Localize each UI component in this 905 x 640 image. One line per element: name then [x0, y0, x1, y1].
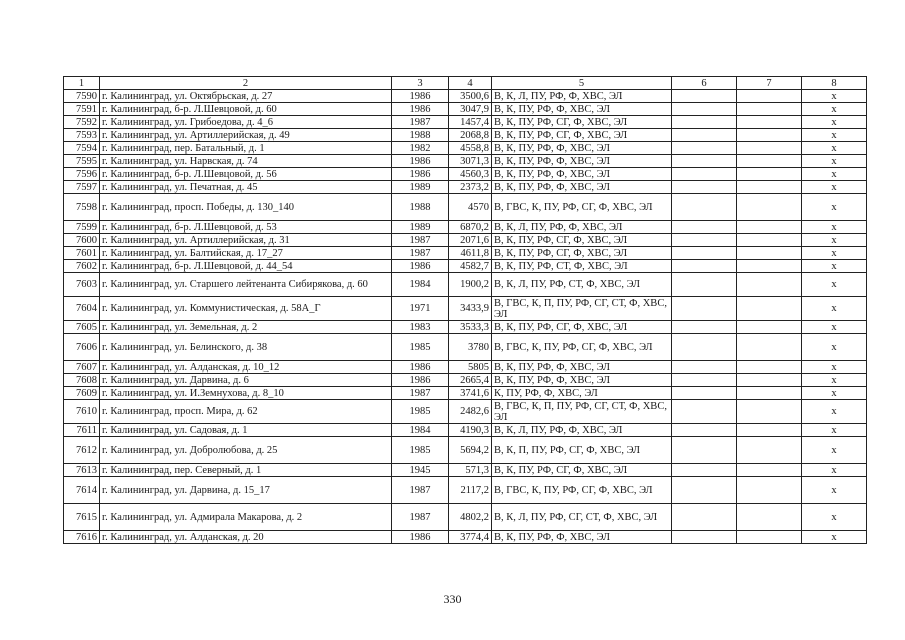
works-list: В, ГВС, К, ПУ, РФ, СГ, Ф, ХВС, ЭЛ [492, 194, 672, 221]
table-row [64, 531, 867, 544]
table-row [64, 168, 867, 181]
column-6-cell [672, 129, 737, 142]
build-year: 1986 [392, 374, 449, 387]
column-6-cell [672, 400, 737, 424]
row-number: 7614 [64, 477, 100, 504]
address: г. Калининград, б-р. Л.Шевцовой, д. 53 [100, 221, 392, 234]
column-number-4: 4 [449, 77, 492, 90]
address: г. Калининград, ул. Земельная, д. 2 [100, 321, 392, 334]
column-7-cell [737, 374, 802, 387]
column-7-cell [737, 334, 802, 361]
build-year: 1986 [392, 531, 449, 544]
area-value: 2482,6 [449, 400, 492, 424]
address: г. Калининград, ул. Печатная, д. 45 [100, 181, 392, 194]
address: г. Калининград, ул. Октябрьская, д. 27 [100, 90, 392, 103]
works-list: В, К, Л, ПУ, РФ, Ф, ХВС, ЭЛ [492, 221, 672, 234]
column-6-cell [672, 247, 737, 260]
address: г. Калининград, б-р. Л.Шевцовой, д. 60 [100, 103, 392, 116]
column-7-cell [737, 464, 802, 477]
mark-x: x [802, 168, 867, 181]
address: г. Калининград, ул. Добролюбова, д. 25 [100, 437, 392, 464]
area-value: 1457,4 [449, 116, 492, 129]
area-value: 3774,4 [449, 531, 492, 544]
area-value: 4560,3 [449, 168, 492, 181]
table-row [64, 116, 867, 129]
works-list: В, ГВС, К, П, ПУ, РФ, СГ, СТ, Ф, ХВС, ЭЛ [492, 400, 672, 424]
mark-x: x [802, 424, 867, 437]
address: г. Калининград, б-р. Л.Шевцовой, д. 56 [100, 168, 392, 181]
table-row [64, 334, 867, 361]
column-6-cell [672, 477, 737, 504]
build-year: 1971 [392, 297, 449, 321]
area-value: 3047,9 [449, 103, 492, 116]
works-list: В, К, Л, ПУ, РФ, СГ, СТ, Ф, ХВС, ЭЛ [492, 504, 672, 531]
column-6-cell [672, 387, 737, 400]
works-list: В, К, ПУ, РФ, СГ, Ф, ХВС, ЭЛ [492, 321, 672, 334]
row-number: 7608 [64, 374, 100, 387]
table-row [64, 374, 867, 387]
column-7-cell [737, 181, 802, 194]
table-row [64, 142, 867, 155]
column-number-7: 7 [737, 77, 802, 90]
mark-x: x [802, 464, 867, 477]
row-number: 7597 [64, 181, 100, 194]
works-list: В, К, ПУ, РФ, СГ, Ф, ХВС, ЭЛ [492, 247, 672, 260]
area-value: 4582,7 [449, 260, 492, 273]
build-year: 1989 [392, 181, 449, 194]
area-value: 2068,8 [449, 129, 492, 142]
address: г. Калининград, ул. Артиллерийская, д. 49 [100, 129, 392, 142]
table-row [64, 361, 867, 374]
column-6-cell [672, 90, 737, 103]
build-year: 1986 [392, 260, 449, 273]
table-row [64, 387, 867, 400]
column-number-6: 6 [672, 77, 737, 90]
build-year: 1987 [392, 234, 449, 247]
row-number: 7610 [64, 400, 100, 424]
address: г. Калининград, ул. Грибоедова, д. 4_6 [100, 116, 392, 129]
column-7-cell [737, 103, 802, 116]
column-7-cell [737, 321, 802, 334]
row-number: 7592 [64, 116, 100, 129]
column-7-cell [737, 129, 802, 142]
area-value: 571,3 [449, 464, 492, 477]
mark-x: x [802, 531, 867, 544]
mark-x: x [802, 387, 867, 400]
mark-x: x [802, 477, 867, 504]
build-year: 1987 [392, 387, 449, 400]
works-list: В, К, ПУ, РФ, СГ, Ф, ХВС, ЭЛ [492, 234, 672, 247]
build-year: 1986 [392, 155, 449, 168]
works-list: В, К, ПУ, РФ, СГ, Ф, ХВС, ЭЛ [492, 116, 672, 129]
works-list: В, К, Л, ПУ, РФ, Ф, ХВС, ЭЛ [492, 90, 672, 103]
mark-x: x [802, 321, 867, 334]
row-number: 7611 [64, 424, 100, 437]
area-value: 2071,6 [449, 234, 492, 247]
page-number: 330 [443, 592, 462, 606]
table-row [64, 321, 867, 334]
works-list: В, К, ПУ, РФ, Ф, ХВС, ЭЛ [492, 181, 672, 194]
table-row [64, 464, 867, 477]
works-list: В, К, ПУ, РФ, Ф, ХВС, ЭЛ [492, 168, 672, 181]
build-year: 1989 [392, 221, 449, 234]
area-value: 1900,2 [449, 273, 492, 297]
column-6-cell [672, 334, 737, 361]
column-number-header-row [64, 77, 867, 90]
table-row [64, 221, 867, 234]
table-row [64, 297, 867, 321]
column-6-cell [672, 374, 737, 387]
works-list: В, К, ПУ, РФ, Ф, ХВС, ЭЛ [492, 103, 672, 116]
column-7-cell [737, 477, 802, 504]
column-6-cell [672, 116, 737, 129]
area-value: 3741,6 [449, 387, 492, 400]
build-year: 1985 [392, 400, 449, 424]
table-body [64, 77, 867, 544]
table-row [64, 273, 867, 297]
address: г. Калининград, ул. Адмирала Макарова, д. 2 [100, 504, 392, 531]
column-7-cell [737, 400, 802, 424]
mark-x: x [802, 273, 867, 297]
build-year: 1987 [392, 247, 449, 260]
column-6-cell [672, 168, 737, 181]
area-value: 4558,8 [449, 142, 492, 155]
works-list: В, ГВС, К, П, ПУ, РФ, СГ, СТ, Ф, ХВС, ЭЛ [492, 297, 672, 321]
mark-x: x [802, 234, 867, 247]
address: г. Калининград, ул. Алданская, д. 20 [100, 531, 392, 544]
works-list: В, К, ПУ, РФ, СГ, Ф, ХВС, ЭЛ [492, 129, 672, 142]
column-number-1: 1 [64, 77, 100, 90]
row-number: 7615 [64, 504, 100, 531]
mark-x: x [802, 504, 867, 531]
area-value: 3071,3 [449, 155, 492, 168]
table-row [64, 400, 867, 424]
column-number-5: 5 [492, 77, 672, 90]
column-6-cell [672, 504, 737, 531]
mark-x: x [802, 116, 867, 129]
mark-x: x [802, 361, 867, 374]
build-year: 1986 [392, 168, 449, 181]
column-7-cell [737, 387, 802, 400]
mark-x: x [802, 400, 867, 424]
address: г. Калининград, б-р. Л.Шевцовой, д. 44_54 [100, 260, 392, 273]
row-number: 7607 [64, 361, 100, 374]
column-7-cell [737, 531, 802, 544]
column-7-cell [737, 116, 802, 129]
table-row [64, 477, 867, 504]
table-row [64, 424, 867, 437]
build-year: 1988 [392, 194, 449, 221]
build-year: 1988 [392, 129, 449, 142]
table-row [64, 437, 867, 464]
area-value: 3533,3 [449, 321, 492, 334]
column-7-cell [737, 168, 802, 181]
row-number: 7609 [64, 387, 100, 400]
address: г. Калининград, ул. Дарвина, д. 15_17 [100, 477, 392, 504]
mark-x: x [802, 90, 867, 103]
build-year: 1987 [392, 504, 449, 531]
column-7-cell [737, 361, 802, 374]
column-number-8: 8 [802, 77, 867, 90]
column-7-cell [737, 437, 802, 464]
row-number: 7599 [64, 221, 100, 234]
column-number-2: 2 [100, 77, 392, 90]
build-year: 1987 [392, 116, 449, 129]
row-number: 7591 [64, 103, 100, 116]
column-7-cell [737, 234, 802, 247]
address: г. Калининград, ул. Алданская, д. 10_12 [100, 361, 392, 374]
mark-x: x [802, 437, 867, 464]
column-6-cell [672, 260, 737, 273]
table-row [64, 103, 867, 116]
address: г. Калининград, пер. Северный, д. 1 [100, 464, 392, 477]
mark-x: x [802, 374, 867, 387]
row-number: 7605 [64, 321, 100, 334]
works-list: В, ГВС, К, ПУ, РФ, СГ, Ф, ХВС, ЭЛ [492, 477, 672, 504]
column-6-cell [672, 221, 737, 234]
table-row [64, 155, 867, 168]
column-7-cell [737, 273, 802, 297]
table-row [64, 504, 867, 531]
area-value: 4802,2 [449, 504, 492, 531]
area-value: 2665,4 [449, 374, 492, 387]
column-7-cell [737, 424, 802, 437]
area-value: 5805 [449, 361, 492, 374]
address: г. Калининград, ул. Белинского, д. 38 [100, 334, 392, 361]
works-list: В, К, ПУ, РФ, СГ, Ф, ХВС, ЭЛ [492, 464, 672, 477]
build-year: 1945 [392, 464, 449, 477]
mark-x: x [802, 142, 867, 155]
table-row [64, 194, 867, 221]
area-value: 6870,2 [449, 221, 492, 234]
row-number: 7613 [64, 464, 100, 477]
build-year: 1986 [392, 361, 449, 374]
row-number: 7604 [64, 297, 100, 321]
table-row [64, 181, 867, 194]
works-list: В, К, ПУ, РФ, Ф, ХВС, ЭЛ [492, 531, 672, 544]
row-number: 7606 [64, 334, 100, 361]
row-number: 7598 [64, 194, 100, 221]
build-year: 1986 [392, 103, 449, 116]
table-row [64, 247, 867, 260]
table-row [64, 260, 867, 273]
column-number-3: 3 [392, 77, 449, 90]
housing-table [63, 76, 867, 544]
area-value: 4611,8 [449, 247, 492, 260]
row-number: 7594 [64, 142, 100, 155]
column-6-cell [672, 181, 737, 194]
column-6-cell [672, 464, 737, 477]
mark-x: x [802, 194, 867, 221]
table-row [64, 129, 867, 142]
column-6-cell [672, 361, 737, 374]
area-value: 4570 [449, 194, 492, 221]
column-6-cell [672, 531, 737, 544]
column-6-cell [672, 273, 737, 297]
row-number: 7590 [64, 90, 100, 103]
row-number: 7596 [64, 168, 100, 181]
row-number: 7593 [64, 129, 100, 142]
works-list: К, ПУ, РФ, Ф, ХВС, ЭЛ [492, 387, 672, 400]
works-list: В, К, ПУ, РФ, СТ, Ф, ХВС, ЭЛ [492, 260, 672, 273]
address: г. Калининград, ул. Нарвская, д. 74 [100, 155, 392, 168]
address: г. Калининград, ул. Коммунистическая, д. 58А_Г [100, 297, 392, 321]
table-row [64, 90, 867, 103]
mark-x: x [802, 129, 867, 142]
table-row [64, 234, 867, 247]
address: г. Калининград, пер. Батальный, д. 1 [100, 142, 392, 155]
works-list: В, ГВС, К, ПУ, РФ, СГ, Ф, ХВС, ЭЛ [492, 334, 672, 361]
mark-x: x [802, 181, 867, 194]
column-7-cell [737, 142, 802, 155]
column-6-cell [672, 424, 737, 437]
build-year: 1982 [392, 142, 449, 155]
build-year: 1984 [392, 273, 449, 297]
address: г. Калининград, просп. Победы, д. 130_140 [100, 194, 392, 221]
build-year: 1984 [392, 424, 449, 437]
mark-x: x [802, 260, 867, 273]
row-number: 7601 [64, 247, 100, 260]
works-list: В, К, ПУ, РФ, Ф, ХВС, ЭЛ [492, 374, 672, 387]
mark-x: x [802, 297, 867, 321]
row-number: 7595 [64, 155, 100, 168]
address: г. Калининград, ул. Артиллерийская, д. 31 [100, 234, 392, 247]
column-6-cell [672, 234, 737, 247]
column-6-cell [672, 103, 737, 116]
row-number: 7600 [64, 234, 100, 247]
build-year: 1987 [392, 477, 449, 504]
address: г. Калининград, ул. Балтийская, д. 17_27 [100, 247, 392, 260]
row-number: 7603 [64, 273, 100, 297]
build-year: 1985 [392, 334, 449, 361]
area-value: 5694,2 [449, 437, 492, 464]
build-year: 1985 [392, 437, 449, 464]
area-value: 3500,6 [449, 90, 492, 103]
build-year: 1983 [392, 321, 449, 334]
area-value: 2117,2 [449, 477, 492, 504]
column-6-cell [672, 321, 737, 334]
mark-x: x [802, 221, 867, 234]
column-6-cell [672, 142, 737, 155]
mark-x: x [802, 247, 867, 260]
address: г. Калининград, ул. И.Земнухова, д. 8_10 [100, 387, 392, 400]
column-7-cell [737, 155, 802, 168]
address: г. Калининград, ул. Дарвина, д. 6 [100, 374, 392, 387]
works-list: В, К, Л, ПУ, РФ, Ф, ХВС, ЭЛ [492, 424, 672, 437]
address: г. Калининград, ул. Садовая, д. 1 [100, 424, 392, 437]
column-6-cell [672, 437, 737, 464]
mark-x: x [802, 334, 867, 361]
column-7-cell [737, 504, 802, 531]
area-value: 3433,9 [449, 297, 492, 321]
build-year: 1986 [392, 90, 449, 103]
works-list: В, К, ПУ, РФ, Ф, ХВС, ЭЛ [492, 142, 672, 155]
column-7-cell [737, 260, 802, 273]
column-7-cell [737, 90, 802, 103]
area-value: 2373,2 [449, 181, 492, 194]
works-list: В, К, ПУ, РФ, Ф, ХВС, ЭЛ [492, 155, 672, 168]
works-list: В, К, ПУ, РФ, Ф, ХВС, ЭЛ [492, 361, 672, 374]
column-6-cell [672, 297, 737, 321]
row-number: 7602 [64, 260, 100, 273]
works-list: В, К, Л, ПУ, РФ, СТ, Ф, ХВС, ЭЛ [492, 273, 672, 297]
column-7-cell [737, 194, 802, 221]
column-7-cell [737, 247, 802, 260]
address: г. Калининград, просп. Мира, д. 62 [100, 400, 392, 424]
address: г. Калининград, ул. Старшего лейтенанта Сибирякова, д. 60 [100, 273, 392, 297]
mark-x: x [802, 103, 867, 116]
column-6-cell [672, 155, 737, 168]
area-value: 3780 [449, 334, 492, 361]
works-list: В, К, П, ПУ, РФ, СГ, Ф, ХВС, ЭЛ [492, 437, 672, 464]
area-value: 4190,3 [449, 424, 492, 437]
column-6-cell [672, 194, 737, 221]
mark-x: x [802, 155, 867, 168]
row-number: 7616 [64, 531, 100, 544]
column-7-cell [737, 297, 802, 321]
row-number: 7612 [64, 437, 100, 464]
column-7-cell [737, 221, 802, 234]
